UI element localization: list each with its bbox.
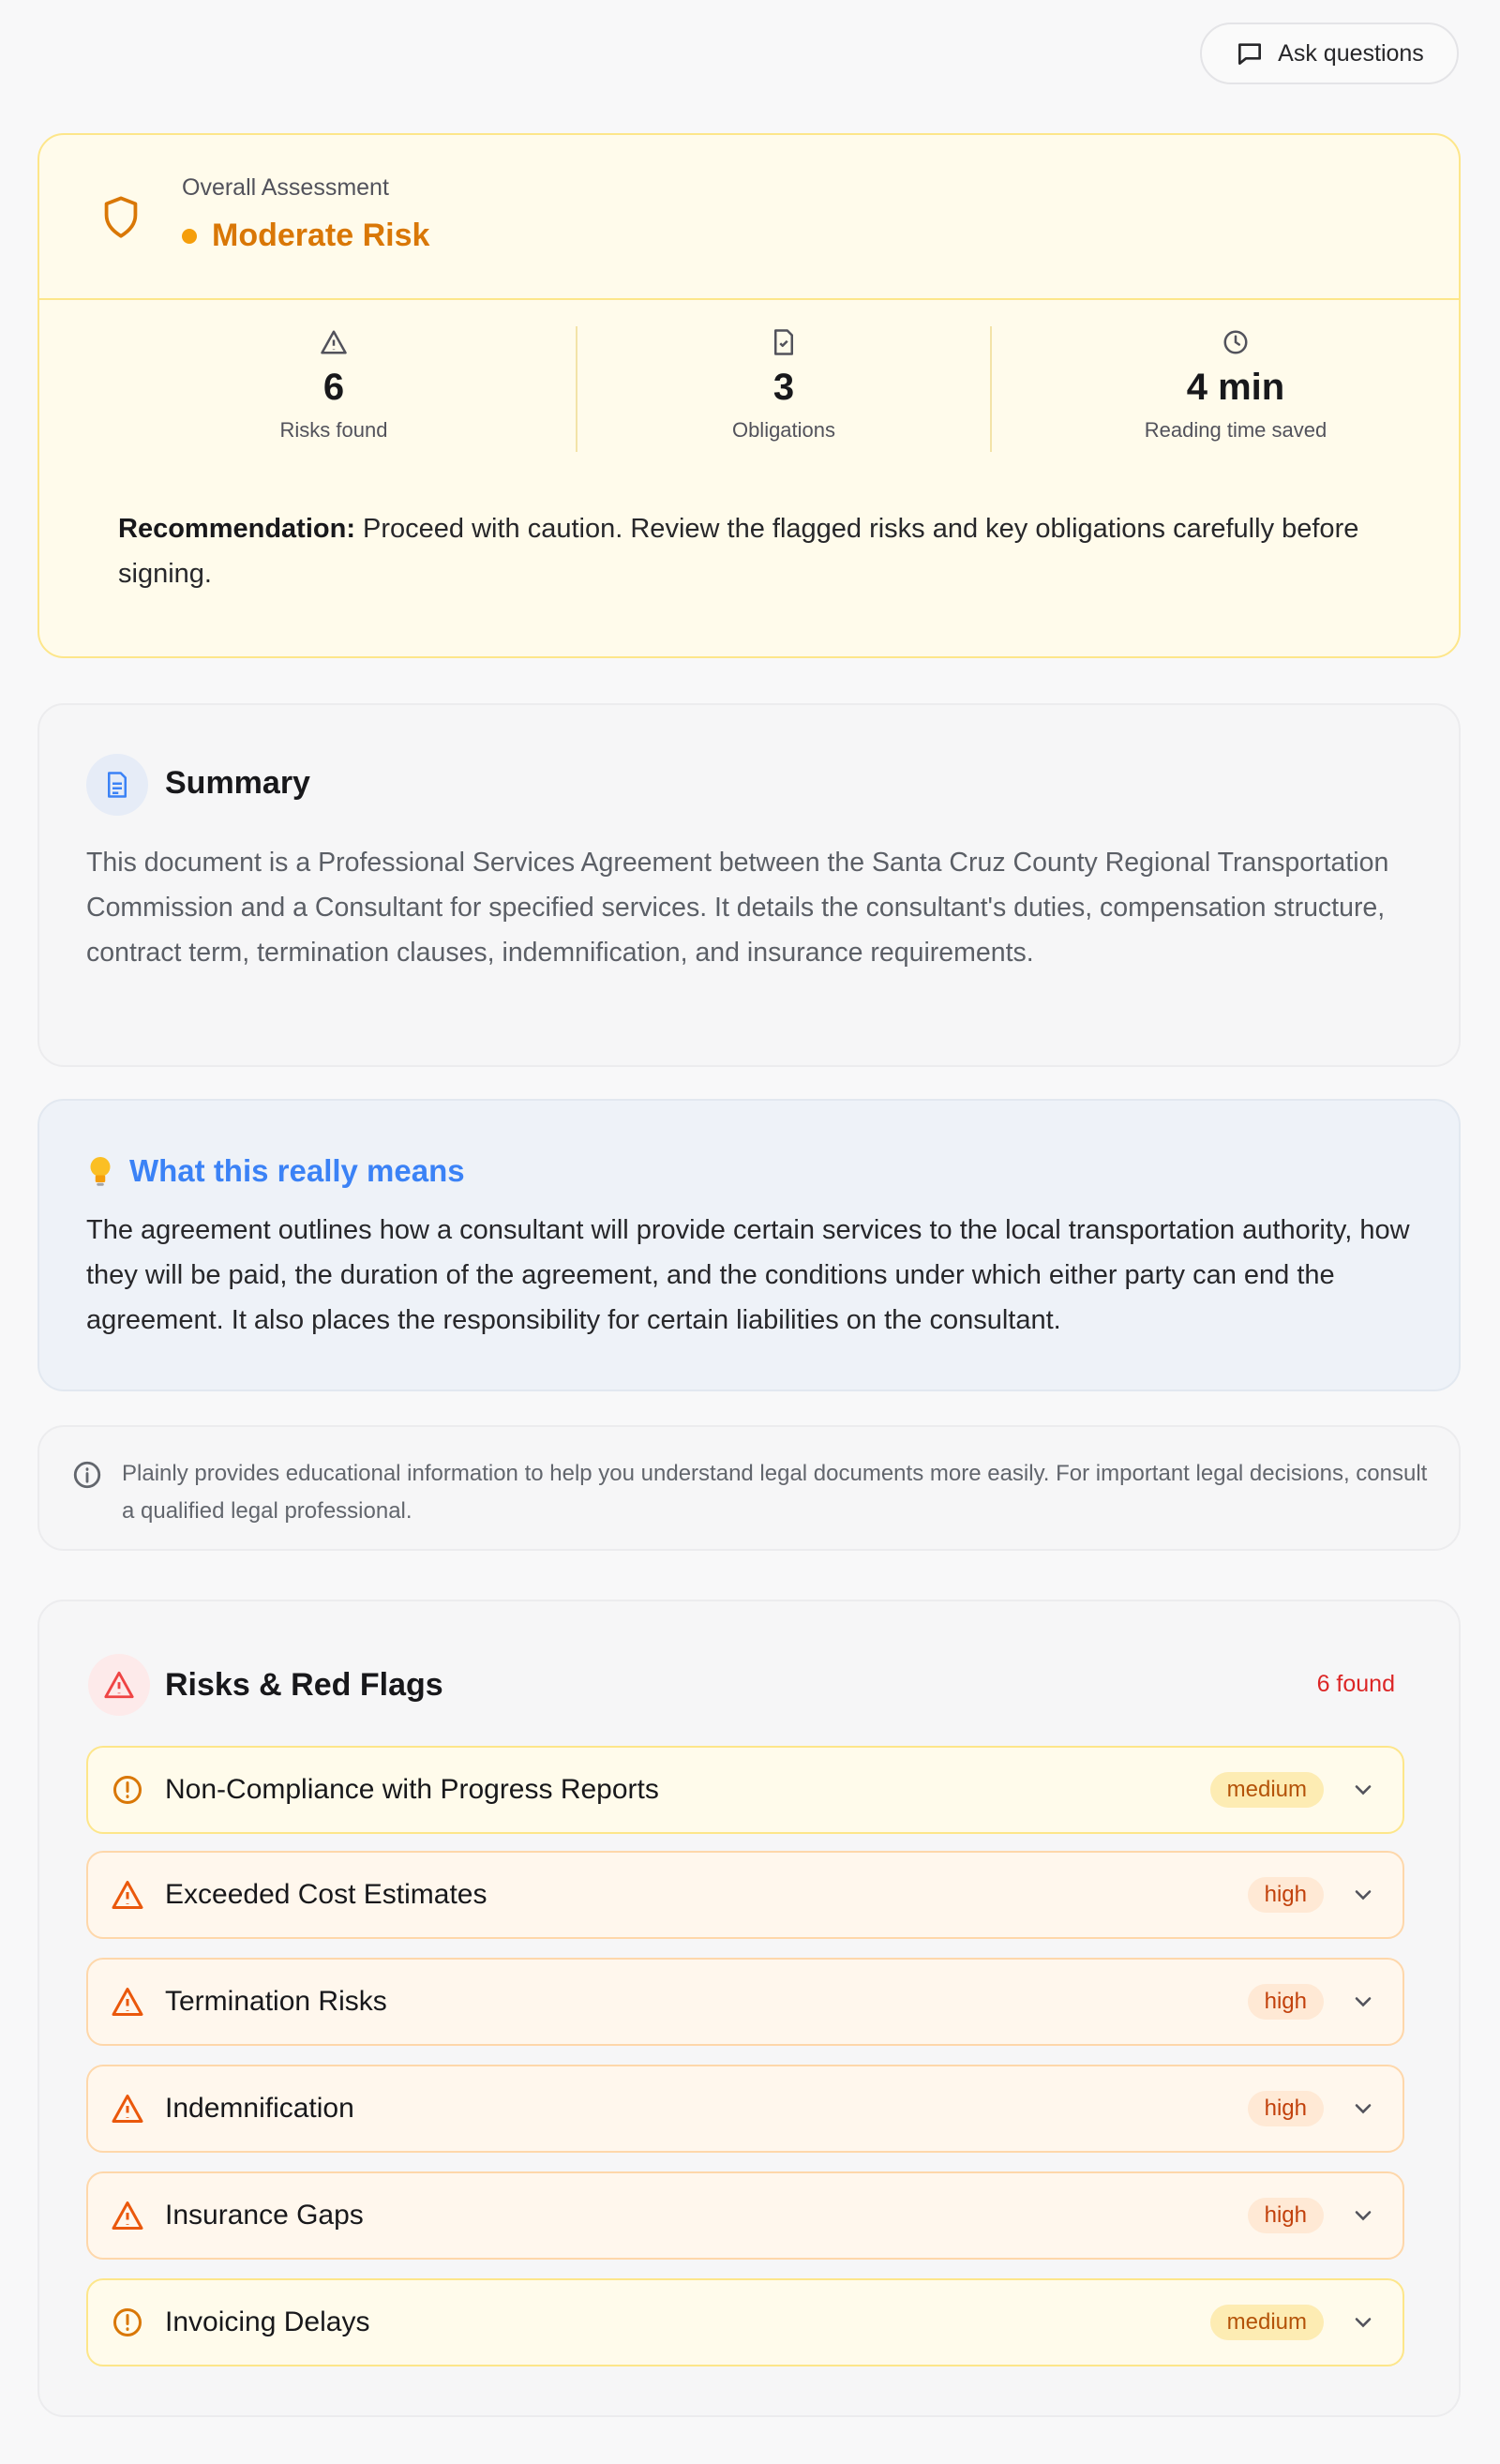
disclaimer-text: Plainly provides educational information to help you understand legal documents more easily. For important legal decisions, consult a qualified legal professional. xyxy=(122,1461,1428,1524)
recommendation xyxy=(118,506,1412,596)
risk-row-exceeded-cost[interactable] xyxy=(86,1851,1404,1939)
document-check-icon xyxy=(770,328,798,356)
risks-icon-wrap xyxy=(88,1654,150,1716)
risk-title: Insurance Gaps xyxy=(165,2200,364,2231)
stat-value: 3 xyxy=(772,367,795,408)
stat-reading-time xyxy=(992,300,1461,459)
risk-dot xyxy=(182,229,197,244)
risks-card xyxy=(38,1600,1461,2417)
alert-circle-icon xyxy=(111,1773,144,1807)
severity-badge: medium xyxy=(1210,1772,1324,1808)
alert-circle-icon xyxy=(111,2306,144,2339)
risk-row-termination[interactable] xyxy=(86,1958,1404,2046)
summary-text: This document is a Professional Services Agreement between the Santa Cruz County Regional Transportation Commission and a Consultant for specified services. It details the consultant's duties, compensation structure, contract term, termination clauses, indemnification, and insurance requirements. xyxy=(86,848,1389,968)
recommendation-label: Recommendation: xyxy=(118,514,355,544)
risk-title: Exceeded Cost Estimates xyxy=(165,1879,488,1910)
warning-icon xyxy=(111,2092,144,2126)
chevron-down-icon[interactable] xyxy=(1350,2202,1376,2229)
risks-count: 6 found xyxy=(1316,1671,1395,1697)
chat-icon xyxy=(1235,38,1265,68)
severity-badge: high xyxy=(1248,2091,1324,2126)
risk-title: Indemnification xyxy=(165,2093,354,2124)
warning-icon xyxy=(111,1985,144,2019)
risk-row-insurance-gaps[interactable] xyxy=(86,2171,1404,2260)
stat-label: Obligations xyxy=(731,418,836,442)
chevron-down-icon[interactable] xyxy=(1350,1989,1376,2015)
assessment-header xyxy=(39,135,1459,300)
severity-badge: high xyxy=(1248,2198,1324,2233)
plain-meaning-header xyxy=(86,1153,465,1189)
warning-icon xyxy=(103,1669,135,1701)
stat-label: Reading time saved xyxy=(1144,418,1328,442)
severity-badge: medium xyxy=(1210,2305,1324,2340)
risks-title: Risks & Red Flags xyxy=(165,1667,443,1703)
risk-row-invoicing-delays[interactable] xyxy=(86,2278,1404,2366)
ask-questions-label: Ask questions xyxy=(1278,39,1424,67)
plain-meaning-text: The agreement outlines how a consultant will provide certain services to the local transportation authority, how they will be paid, the duration of the agreement, and the conditions under which either party can end the agreement. It also places the responsibility for certain liabilities on the consultant. xyxy=(86,1215,1410,1335)
risk-row-non-compliance[interactable] xyxy=(86,1746,1404,1834)
stats-row xyxy=(39,300,1459,459)
severity-badge: high xyxy=(1248,1877,1324,1913)
info-icon xyxy=(71,1459,103,1491)
disclaimer-card xyxy=(38,1425,1461,1551)
summary-title: Summary xyxy=(165,765,310,801)
shield-icon xyxy=(101,195,141,240)
plain-meaning-title: What this really means xyxy=(129,1153,465,1188)
risk-title: Non-Compliance with Progress Reports xyxy=(165,1774,659,1805)
risk-title: Termination Risks xyxy=(165,1986,387,2017)
summary-card xyxy=(38,703,1461,1067)
plain-meaning-card xyxy=(38,1099,1461,1391)
stat-obligations xyxy=(578,300,990,459)
warning-icon xyxy=(111,1878,144,1912)
chevron-down-icon[interactable] xyxy=(1350,1777,1376,1803)
chevron-down-icon[interactable] xyxy=(1350,2096,1376,2122)
stat-risks xyxy=(118,300,549,459)
assessment-card xyxy=(38,133,1461,658)
stat-value: 6 xyxy=(322,367,345,408)
document-icon xyxy=(103,771,131,799)
severity-badge: high xyxy=(1248,1984,1324,2020)
risk-title: Invoicing Delays xyxy=(165,2306,370,2337)
recommendation-text: Proceed with caution. Review the flagged risks and key obligations carefully before signing. xyxy=(118,514,1359,589)
risk-level xyxy=(182,218,429,254)
warning-icon xyxy=(320,328,348,356)
warning-icon xyxy=(111,2199,144,2232)
summary-icon-wrap xyxy=(86,754,148,816)
risk-row-indemnification[interactable] xyxy=(86,2065,1404,2153)
stat-label: Risks found xyxy=(279,418,388,442)
chevron-down-icon[interactable] xyxy=(1350,2309,1376,2336)
clock-icon xyxy=(1222,328,1250,356)
assessment-label: Overall Assessment xyxy=(182,174,389,201)
lightbulb-icon xyxy=(86,1154,114,1188)
risk-level-text: Moderate Risk xyxy=(212,218,430,253)
chevron-down-icon[interactable] xyxy=(1350,1882,1376,1908)
ask-questions-button[interactable] xyxy=(1200,23,1459,84)
stat-value: 4 min xyxy=(1186,367,1285,408)
